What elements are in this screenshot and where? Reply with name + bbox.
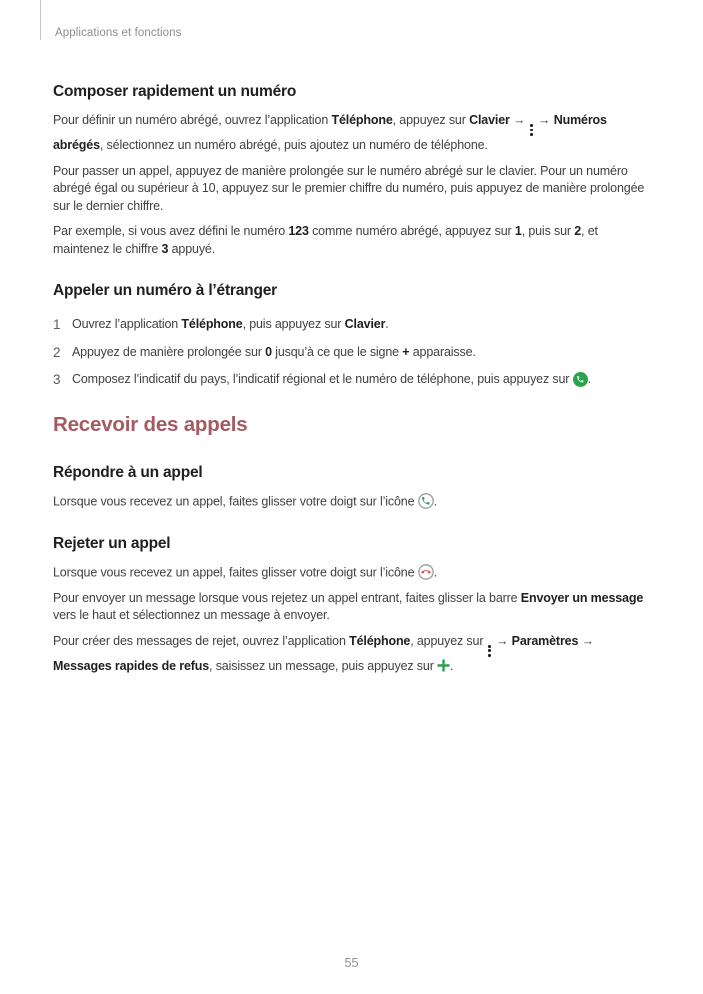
section-title-compose: Composer rapidement un numéro [53,83,297,100]
paragraph-reject-2: Pour envoyer un message lorsque vous rejetez un appel entrant, faites glisser la barre Envoyer un message vers le haut et sélectionnez un message à envoyer. [53,590,644,623]
numbered-steps [53,316,653,389]
bold-text: Envoyer un message [520,590,644,605]
bold-text: + [402,344,410,359]
section-title-reject: Rejeter un appel [53,534,171,552]
header-rule [40,0,41,40]
bold-text: Paramètres [511,633,579,648]
page-number: 55 [344,956,359,970]
breadcrumb: Applications et fonctions [55,27,182,39]
bold-text: 123 [288,224,309,239]
section-title-abroad: Appeler un numéro à l’étranger [53,282,277,300]
paragraph-reject-3: Pour créer des messages de rejet, ouvrez l’application Téléphone, appuyez sur → Paramètres → Messages rapides de refus, saisissez un message, puis appuyez sur . [53,633,594,673]
bold-text: Téléphone [331,113,393,127]
step-number: 1 [53,317,61,333]
paragraph-reject-1: Lorsque vous recevez un appel, faites glisser votre doigt sur l’icône . [53,565,438,580]
paragraph-answer-1: Lorsque vous recevez un appel, faites glisser votre doigt sur l’icône . [53,494,438,509]
add-icon [437,659,450,672]
answer-call-icon [418,493,434,509]
step-text: Appuyez de manière prolongée sur 0 jusqu’à ce que le signe + apparaisse. [72,344,476,359]
bold-text: Numéros abrégés [53,113,607,153]
page-header [0,0,703,40]
paragraph-compose-3: Par exemple, si vous avez défini le numéro 123 comme numéro abrégé, appuyez sur 1, puis sur 2, et maintenez le chiffre 3 appuyé. [53,224,598,256]
chapter-title-receive-calls: Recevoir des appels [53,412,248,436]
step-number: 2 [53,344,61,360]
bold-text: Messages rapides de refus [53,658,210,673]
step-item [53,371,653,389]
bold-text: 3 [161,241,169,256]
kebab-menu-icon [529,123,535,137]
bold-text: Clavier [469,113,510,127]
bold-text: Téléphone [349,633,411,648]
page-content [0,83,703,675]
step-item [53,316,653,334]
step-item [53,344,653,362]
reject-call-icon [418,564,434,580]
bold-text: 0 [265,344,272,359]
paragraph-compose-2: Pour passer un appel, appuyez de manière prolongée sur le numéro abrégé sur le clavier. Pour un numéro abrégé égal ou supérieur à 10, appuyez sur le premier chiffre du numéro, puis appuyez de manière prolongée sur le dernier chiffre. [53,163,645,213]
kebab-menu-icon [487,644,493,658]
bold-text: Clavier [344,317,386,332]
call-button-icon [573,372,588,387]
bold-text: 2 [574,224,582,239]
bold-text: Téléphone [181,317,243,332]
bold-text: 1 [514,224,522,239]
section-title-answer: Répondre à un appel [53,463,203,481]
step-number: 3 [53,372,61,388]
paragraph-compose-1: Pour définir un numéro abrégé, ouvrez l’application Téléphone, appuyez sur Clavier → → Numéros abrégés, sélectionnez un numéro abrégé, puis ajoutez un numéro de téléphone. [53,113,607,153]
step-text: Ouvrez l’application Téléphone, puis appuyez sur Clavier. [72,317,389,332]
step-text: Composez l’indicatif du pays, l’indicatif régional et le numéro de téléphone, puis appuyez sur . [72,372,591,387]
